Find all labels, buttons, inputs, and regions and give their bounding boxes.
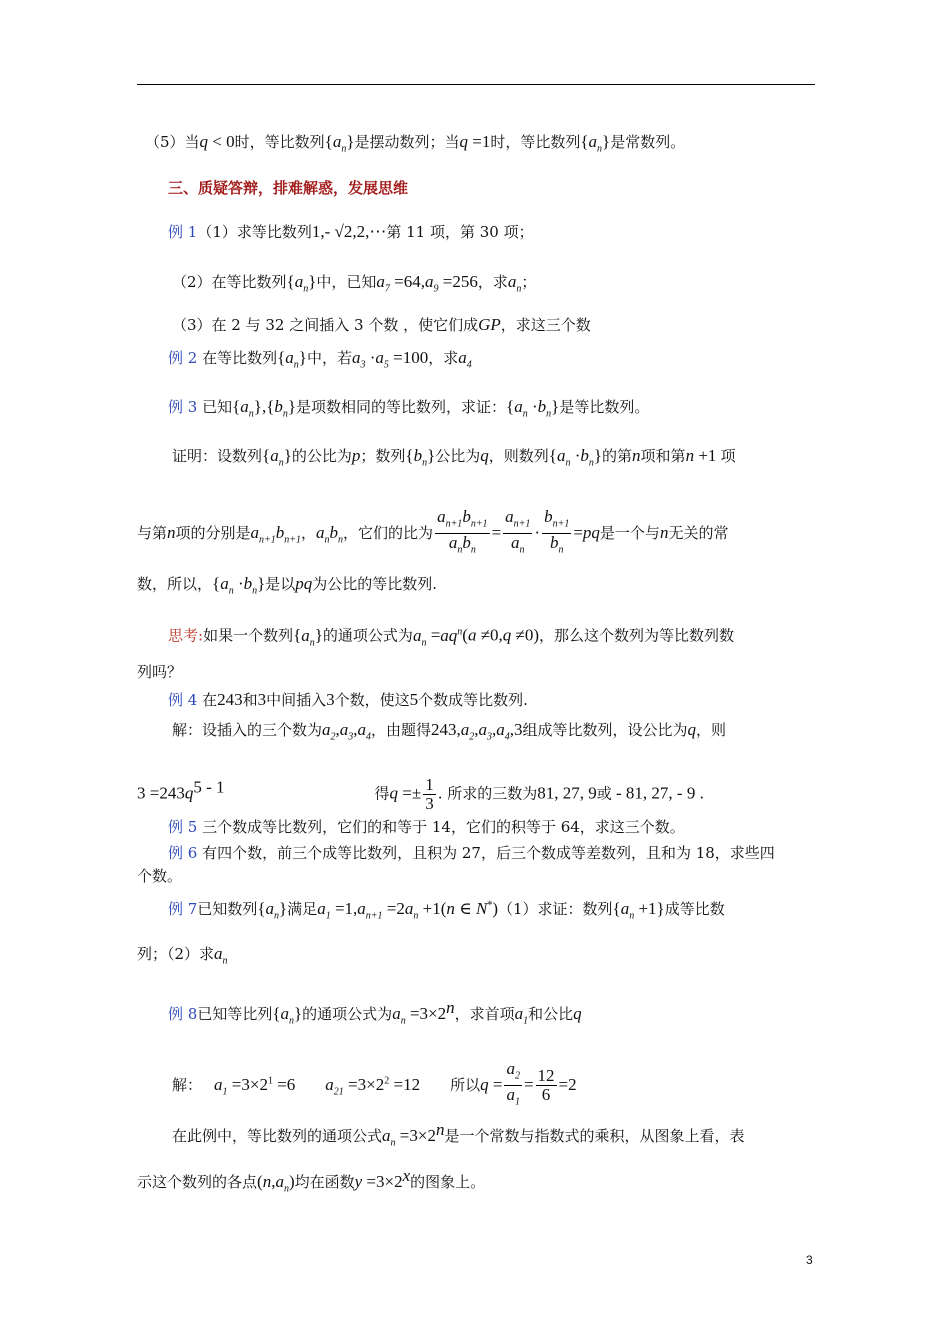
- example-4-solution-2: $3 =243q^{5 - 1}$ 得q =± $\frac{1}{3}$ . 所求的三数为81, 27, 9或 - 81, 27, - 9 .: [137, 775, 704, 813]
- example-1-part-3: （3）在 2 与 32 之间插入 3 个数 ，使它们成GP，求这三个数: [172, 315, 591, 334]
- example-3: 例 3 已知$\{a_n\},\{b_n\}$是项数相同的等比数列，求证：$\{a_n \cdot b_n\}$是等比数列。: [168, 397, 650, 420]
- page-number: 3: [806, 1253, 813, 1267]
- example-8-note-2: 示这个数列的各点$(n,a_n)$均在函数$y =3\times 2^x$的图象上。: [137, 1166, 486, 1195]
- proof-line-1: 证明：设数列$\{a_n\}$的公比为p；数列$\{b_n\}$公比为q，则数列$\{a_n \cdot b_n\}$的第n项和第n +1 项: [172, 446, 736, 469]
- example-4: 例 4 在243和3中间插入3个数，使这5个数成等比数列.: [168, 690, 528, 709]
- section-heading: 三、质疑答辩，排难解惑，发展思维: [168, 179, 409, 197]
- example-7-cont: 列；（2）求$a_n$: [137, 944, 228, 967]
- header-rule: [137, 84, 815, 85]
- proof-line-2: 与第n项的分别是$a_{n+1}b_{n+1}$，$a_nb_n$，它们的比为 $\frac{a_{n+1}b_{n+1}}{a_nb_n}$ = $\frac{a_{n+1}}{a_n}$ · $\frac{b_{n+1}}{b_n}$ =pq是一个与n无关的常: [137, 507, 729, 556]
- example-5: 例 5 三个数成等比数列，它们的和等于 14，它们的积等于 64，求这三个数。: [168, 818, 685, 836]
- example-8-note: 在此例中，等比数列的通项公式$a_n =3\times 2^n$是一个常数与指数式的乘积，从图象上看，表: [172, 1120, 745, 1149]
- think-line-2: 列吗？: [137, 663, 183, 681]
- example-1: 例 1（1）求等比数列1,- √2,2,⋯第 11 项，第 30 项；: [168, 222, 534, 241]
- example-1-part-2: （2）在等比数列$\{a_n\}$中，已知$a_7 =64,a_9 =256$，求$a_n$；: [172, 272, 537, 295]
- example-8: 例 8已知等比列$\{a_n\}$的通项公式为$a_n =3\times 2^n$，求首项$a_1$和公比q: [168, 998, 582, 1027]
- line-5: （5）当q < 0时，等比数列$\{a_n\}$是摆动数列；当q =1时，等比数列$\{a_n\}$是常数列。: [145, 132, 686, 155]
- think-line: 思考:如果一个数列$\{a_n\}$的通项公式为$a_n =aq^n(a \ne 0,q \ne 0)$，那么这个数列为等比数列数: [168, 625, 735, 649]
- example-4-solution: 解：设插入的三个数为$a_2,a_3,a_4$，由题得$243,a_2,a_3,a_4,3$组成等比数列，设公比为q，则: [172, 720, 727, 743]
- example-6-cont: 个数。: [137, 867, 183, 885]
- example-6: 例 6 有四个数，前三个成等比数列，且积为 27，后三个数成等差数列，且和为 18，求些四: [168, 844, 775, 862]
- example-2: 例 2 在等比数列$\{a_n\}$中，若$a_3 \cdot a_5 =100$，求$a_4$: [168, 348, 472, 371]
- example-7: 例 7已知数列$\{a_n\}$满足$a_1 =1,a_{n+1} =2a_n +1(n$ ∈ N*)（1）求证：数列$\{a_n +1\}$成等比数: [168, 899, 725, 922]
- example-8-solution: 解： $a_1 =3\times 2^1 =6$ $a_{21} =3\times 2^2 =12$ 所以q = $\frac{a_2}{a_1}$ = $\frac{12}{6}$ =2: [172, 1059, 577, 1108]
- proof-line-3: 数，所以，$\{a_n \cdot b_n\}$是以pq为公比的等比数列.: [137, 574, 438, 597]
